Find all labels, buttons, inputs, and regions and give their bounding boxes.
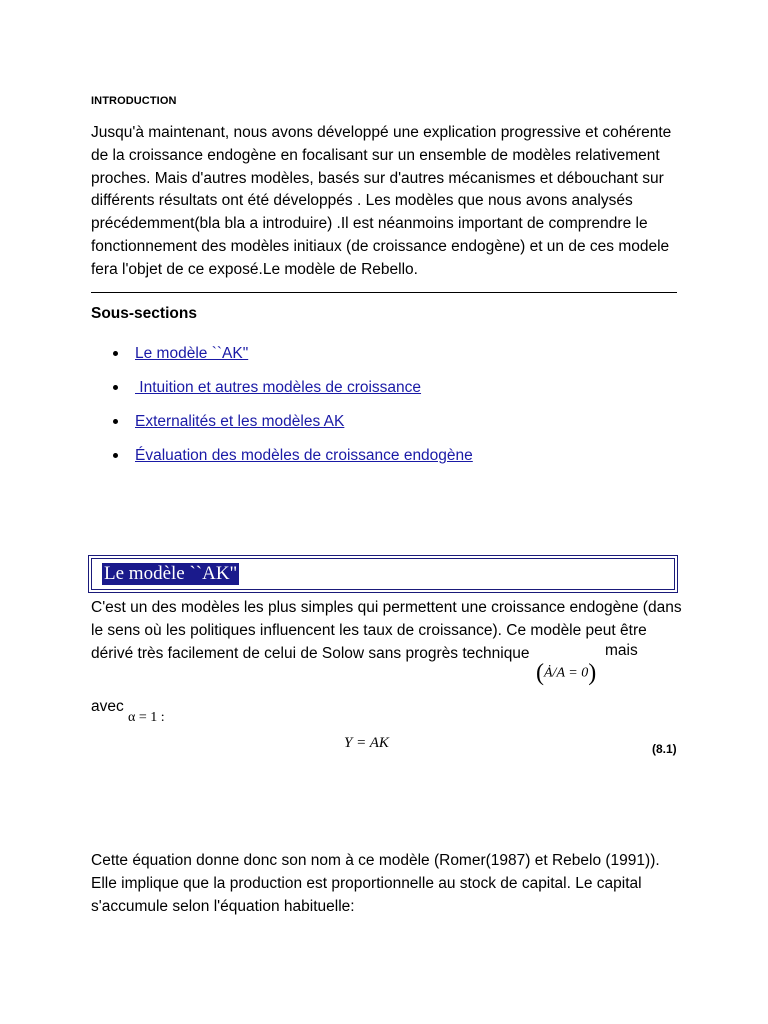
subsections-heading: Sous-sections <box>91 305 197 322</box>
intro-line: Jusqu'à maintenant, nous avons développé une explication progressive et cohérente <box>91 124 672 141</box>
intro-line: précédemment(bla bla a introduire) .Il est néanmoins important de comprendre le <box>91 215 648 233</box>
paragraph-line: Elle implique que la production est proportionnelle au stock de capital. Le capital <box>91 874 642 892</box>
horizontal-divider <box>91 292 677 293</box>
mais-text: mais <box>605 642 638 659</box>
intro-line: fonctionnement des modèles initiaux (de croissance endogène) et un de ces modele <box>91 237 670 255</box>
subsection-link-ak-model[interactable]: Le modèle ``AK" <box>135 345 249 362</box>
paragraph-line: s'accumule selon l'équation habituelle: <box>91 897 355 915</box>
intro-line: de la croissance endogène en focalisant sur un ensemble de modèles relativement <box>91 146 660 164</box>
section-title: Le modèle ``AK" <box>104 563 238 584</box>
alpha-formula: α = 1 : <box>128 710 165 725</box>
paragraph-line: dérivé très facilement de celui de Solow sans progrès technique <box>91 644 530 662</box>
condition-formula: (Ȧ/A = 0) <box>536 660 597 686</box>
subsection-link-intuition[interactable]: Intuition et autres modèles de croissance <box>135 379 422 396</box>
equation-y-ak: Y = AK <box>344 735 389 751</box>
second-paragraph <box>91 850 691 918</box>
intro-line: proches. Mais d'autres modèles, basés sur d'autres mécanismes et débouchant sur <box>91 169 664 187</box>
intro-line: fera l'objet de ce exposé.Le modèle de Rebello. <box>91 260 418 278</box>
equation-number: (8.1) <box>652 742 677 756</box>
avec-text: avec <box>91 698 124 715</box>
bullet-icon <box>113 453 118 458</box>
subsection-link-externalities[interactable]: Externalités et les modèles AK <box>135 413 345 430</box>
bullet-icon <box>113 385 118 390</box>
intro-line: différents résultats ont été développés . Les modèles que nous avons analysés <box>91 192 633 210</box>
bullet-icon <box>113 419 118 424</box>
section-title-box <box>91 558 675 590</box>
paragraph-line: le sens où les politiques influencent les taux de croissance). Ce modèle peut être <box>91 621 647 639</box>
intro-paragraph <box>91 122 691 282</box>
subsection-link-evaluation[interactable]: Évaluation des modèles de croissance endogène <box>135 447 473 464</box>
section-paragraph <box>91 597 691 665</box>
paragraph-line: C'est un des modèles les plus simples qui permettent une croissance endogène (dans <box>91 599 682 616</box>
paragraph-line: Cette équation donne donc son nom à ce modèle (Romer(1987) et Rebelo (1991)). <box>91 852 660 869</box>
intro-heading: INTRODUCTION <box>91 95 177 107</box>
condition-text: Ȧ/A = 0 <box>544 665 589 681</box>
bullet-icon <box>113 351 118 356</box>
